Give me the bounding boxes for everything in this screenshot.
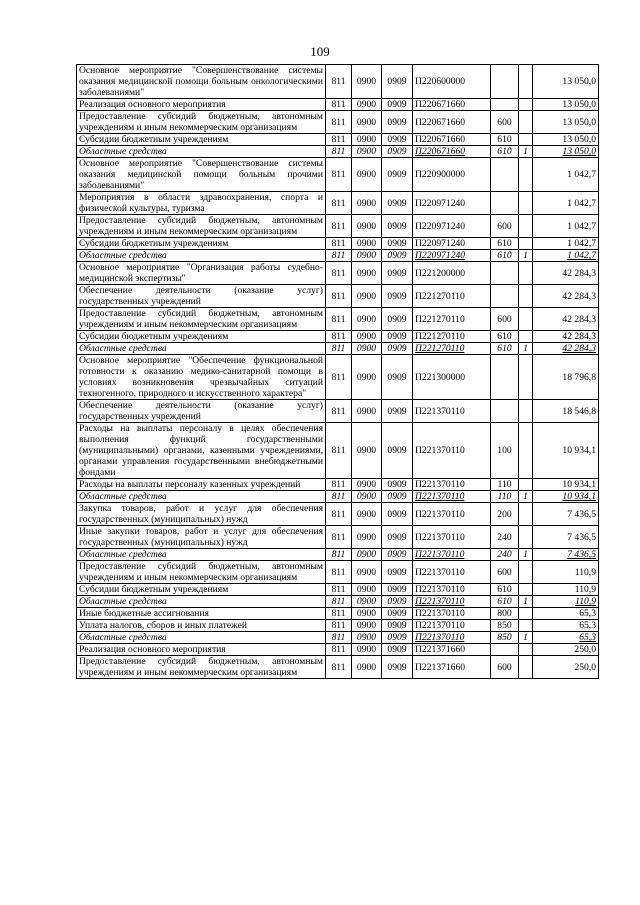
section-code: 0900 xyxy=(352,549,382,561)
funding-source xyxy=(519,215,533,238)
amount: 110,9 xyxy=(533,584,599,596)
expense-type-code: 600 xyxy=(491,656,519,679)
budget-table-body xyxy=(77,65,599,679)
funding-source: 1 xyxy=(519,549,533,561)
budget-table xyxy=(76,64,599,679)
ministry-code: 811 xyxy=(326,596,352,608)
subsection-code: 0909 xyxy=(382,549,413,561)
ministry-code: 811 xyxy=(326,331,352,343)
amount: 42 284,3 xyxy=(533,308,599,331)
expense-type-code: 610 xyxy=(491,584,519,596)
section-code: 0900 xyxy=(352,134,382,146)
section-code: 0900 xyxy=(352,526,382,549)
section-code: 0900 xyxy=(352,262,382,285)
subsection-code: 0909 xyxy=(382,644,413,656)
amount: 1 042,7 xyxy=(533,192,599,215)
subsection-code: 0909 xyxy=(382,111,413,134)
amount: 250,0 xyxy=(533,656,599,679)
target-article-code: П221370110 xyxy=(413,549,491,561)
ministry-code: 811 xyxy=(326,423,352,479)
amount: 42 284,3 xyxy=(533,285,599,308)
table-row xyxy=(77,561,599,584)
row-name: Предоставление субсидий бюджетным, автономным учреждениям и иным некоммерческим организациям xyxy=(77,308,326,331)
amount: 13 050,0 xyxy=(533,134,599,146)
subsection-code: 0909 xyxy=(382,99,413,111)
row-name: Реализация основного мероприятия xyxy=(77,99,326,111)
expense-type-code: 610 xyxy=(491,134,519,146)
table-row xyxy=(77,146,599,158)
subsection-code: 0909 xyxy=(382,262,413,285)
row-name: Субсидии бюджетным учреждениям xyxy=(77,134,326,146)
ministry-code: 811 xyxy=(326,656,352,679)
page-number: 109 xyxy=(310,44,330,59)
expense-type-code xyxy=(491,285,519,308)
section-code: 0900 xyxy=(352,423,382,479)
funding-source xyxy=(519,192,533,215)
subsection-code: 0909 xyxy=(382,561,413,584)
table-row xyxy=(77,644,599,656)
amount: 1 042,7 xyxy=(533,215,599,238)
table-row xyxy=(77,65,599,99)
table-row xyxy=(77,632,599,644)
ministry-code: 811 xyxy=(326,192,352,215)
funding-source xyxy=(519,526,533,549)
target-article-code: П221270110 xyxy=(413,331,491,343)
funding-source xyxy=(519,608,533,620)
subsection-code: 0909 xyxy=(382,608,413,620)
row-name: Закупка товаров, работ и услуг для обеспечения государственных (муниципальных) нужд xyxy=(77,503,326,526)
target-article-code: П221270110 xyxy=(413,285,491,308)
expense-type-code: 110 xyxy=(491,491,519,503)
row-name: Уплата налогов, сборов и иных платежей xyxy=(77,620,326,632)
target-article-code: П221370110 xyxy=(413,620,491,632)
table-row xyxy=(77,620,599,632)
funding-source xyxy=(519,644,533,656)
subsection-code: 0909 xyxy=(382,146,413,158)
ministry-code: 811 xyxy=(326,65,352,99)
table-row xyxy=(77,331,599,343)
funding-source xyxy=(519,158,533,192)
ministry-code: 811 xyxy=(326,584,352,596)
target-article-code: П220600000 xyxy=(413,65,491,99)
subsection-code: 0909 xyxy=(382,215,413,238)
target-article-code: П221370110 xyxy=(413,423,491,479)
target-article-code: П221370110 xyxy=(413,584,491,596)
expense-type-code: 100 xyxy=(491,423,519,479)
funding-source xyxy=(519,479,533,491)
target-article-code: П221300000 xyxy=(413,355,491,400)
amount: 1 042,7 xyxy=(533,238,599,250)
expense-type-code: 610 xyxy=(491,250,519,262)
section-code: 0900 xyxy=(352,644,382,656)
target-article-code: П221200000 xyxy=(413,262,491,285)
section-code: 0900 xyxy=(352,343,382,355)
section-code: 0900 xyxy=(352,620,382,632)
section-code: 0900 xyxy=(352,65,382,99)
table-row xyxy=(77,262,599,285)
subsection-code: 0909 xyxy=(382,632,413,644)
ministry-code: 811 xyxy=(326,99,352,111)
target-article-code: П221370110 xyxy=(413,526,491,549)
table-row xyxy=(77,423,599,479)
table-row xyxy=(77,111,599,134)
section-code: 0900 xyxy=(352,491,382,503)
subsection-code: 0909 xyxy=(382,192,413,215)
table-row xyxy=(77,99,599,111)
target-article-code: П221370110 xyxy=(413,632,491,644)
target-article-code: П221371660 xyxy=(413,644,491,656)
table-row xyxy=(77,308,599,331)
subsection-code: 0909 xyxy=(382,584,413,596)
row-name: Предоставление субсидий бюджетным, автономным учреждениям и иным некоммерческим организациям xyxy=(77,111,326,134)
subsection-code: 0909 xyxy=(382,423,413,479)
target-article-code: П221370110 xyxy=(413,503,491,526)
section-code: 0900 xyxy=(352,503,382,526)
target-article-code: П221370110 xyxy=(413,561,491,584)
subsection-code: 0909 xyxy=(382,343,413,355)
subsection-code: 0909 xyxy=(382,158,413,192)
subsection-code: 0909 xyxy=(382,656,413,679)
subsection-code: 0909 xyxy=(382,331,413,343)
expense-type-code: 610 xyxy=(491,596,519,608)
target-article-code: П220971240 xyxy=(413,215,491,238)
amount: 13 050,0 xyxy=(533,111,599,134)
row-name: Иные закупки товаров, работ и услуг для обеспечения государственных (муниципальных) нужд xyxy=(77,526,326,549)
ministry-code: 811 xyxy=(326,400,352,423)
row-name: Основное мероприятие "Обеспечение функциональной готовности к оказанию медико-санитарной помощи в условиях возникновения чрезвычайных ситуаций техногенного, природного и искусственного характера" xyxy=(77,355,326,400)
expense-type-code: 200 xyxy=(491,503,519,526)
section-code: 0900 xyxy=(352,285,382,308)
table-row xyxy=(77,549,599,561)
ministry-code: 811 xyxy=(326,479,352,491)
funding-source xyxy=(519,620,533,632)
ministry-code: 811 xyxy=(326,491,352,503)
expense-type-code xyxy=(491,262,519,285)
expense-type-code xyxy=(491,400,519,423)
funding-source: 1 xyxy=(519,596,533,608)
funding-source xyxy=(519,238,533,250)
subsection-code: 0909 xyxy=(382,355,413,400)
ministry-code: 811 xyxy=(326,644,352,656)
ministry-code: 811 xyxy=(326,238,352,250)
expense-type-code: 600 xyxy=(491,561,519,584)
funding-source xyxy=(519,423,533,479)
section-code: 0900 xyxy=(352,215,382,238)
amount: 65,3 xyxy=(533,620,599,632)
funding-source xyxy=(519,331,533,343)
amount: 10 934,1 xyxy=(533,423,599,479)
subsection-code: 0909 xyxy=(382,65,413,99)
subsection-code: 0909 xyxy=(382,479,413,491)
row-name: Областные средства xyxy=(77,146,326,158)
table-row xyxy=(77,343,599,355)
row-name: Расходы на выплаты персоналу в целях обеспечения выполнения функций государственными (муниципальными) органами, казенными учреждениями, органами управления государственными внебюджетными фондами xyxy=(77,423,326,479)
amount: 110,9 xyxy=(533,596,599,608)
row-name: Основное мероприятие "Совершенствование системы оказания медицинской помощи больным прочими заболеваниями" xyxy=(77,158,326,192)
target-article-code: П221270110 xyxy=(413,308,491,331)
table-row xyxy=(77,584,599,596)
expense-type-code: 110 xyxy=(491,479,519,491)
amount: 10 934,1 xyxy=(533,479,599,491)
amount: 1 042,7 xyxy=(533,158,599,192)
table-row xyxy=(77,238,599,250)
target-article-code: П221370110 xyxy=(413,491,491,503)
amount: 7 436,5 xyxy=(533,549,599,561)
funding-source xyxy=(519,656,533,679)
section-code: 0900 xyxy=(352,331,382,343)
row-name: Предоставление субсидий бюджетным, автономным учреждениям и иным некоммерческим организациям xyxy=(77,215,326,238)
subsection-code: 0909 xyxy=(382,238,413,250)
amount: 18 796,8 xyxy=(533,355,599,400)
section-code: 0900 xyxy=(352,146,382,158)
ministry-code: 811 xyxy=(326,285,352,308)
row-name: Основное мероприятие "Организация работы судебно-медицинской экспертизы" xyxy=(77,262,326,285)
ministry-code: 811 xyxy=(326,158,352,192)
ministry-code: 811 xyxy=(326,608,352,620)
ministry-code: 811 xyxy=(326,632,352,644)
table-row xyxy=(77,656,599,679)
ministry-code: 811 xyxy=(326,561,352,584)
expense-type-code xyxy=(491,355,519,400)
subsection-code: 0909 xyxy=(382,620,413,632)
amount: 42 284,3 xyxy=(533,331,599,343)
section-code: 0900 xyxy=(352,561,382,584)
funding-source xyxy=(519,355,533,400)
amount: 13 050,0 xyxy=(533,99,599,111)
amount: 42 284,3 xyxy=(533,343,599,355)
row-name: Предоставление субсидий бюджетным, автономным учреждениям и иным некоммерческим организациям xyxy=(77,656,326,679)
amount: 13 050,0 xyxy=(533,65,599,99)
expense-type-code: 850 xyxy=(491,632,519,644)
section-code: 0900 xyxy=(352,99,382,111)
funding-source xyxy=(519,584,533,596)
row-name: Областные средства xyxy=(77,549,326,561)
amount: 42 284,3 xyxy=(533,262,599,285)
funding-source: 1 xyxy=(519,146,533,158)
subsection-code: 0909 xyxy=(382,491,413,503)
target-article-code: П220971240 xyxy=(413,238,491,250)
funding-source xyxy=(519,99,533,111)
funding-source: 1 xyxy=(519,250,533,262)
section-code: 0900 xyxy=(352,632,382,644)
expense-type-code: 850 xyxy=(491,620,519,632)
target-article-code: П221370110 xyxy=(413,400,491,423)
section-code: 0900 xyxy=(352,584,382,596)
ministry-code: 811 xyxy=(326,262,352,285)
ministry-code: 811 xyxy=(326,215,352,238)
table-row xyxy=(77,526,599,549)
section-code: 0900 xyxy=(352,656,382,679)
table-row xyxy=(77,355,599,400)
subsection-code: 0909 xyxy=(382,400,413,423)
row-name: Субсидии бюджетным учреждениям xyxy=(77,584,326,596)
expense-type-code: 600 xyxy=(491,215,519,238)
row-name: Обеспечение деятельности (оказание услуг) государственных учреждений xyxy=(77,400,326,423)
target-article-code: П220971240 xyxy=(413,250,491,262)
funding-source xyxy=(519,111,533,134)
subsection-code: 0909 xyxy=(382,308,413,331)
table-row xyxy=(77,400,599,423)
row-name: Обеспечение деятельности (оказание услуг) государственных учреждений xyxy=(77,285,326,308)
target-article-code: П221370110 xyxy=(413,479,491,491)
table-row xyxy=(77,596,599,608)
ministry-code: 811 xyxy=(326,526,352,549)
section-code: 0900 xyxy=(352,479,382,491)
row-name: Субсидии бюджетным учреждениям xyxy=(77,238,326,250)
subsection-code: 0909 xyxy=(382,285,413,308)
expense-type-code xyxy=(491,192,519,215)
amount: 7 436,5 xyxy=(533,526,599,549)
expense-type-code: 600 xyxy=(491,111,519,134)
subsection-code: 0909 xyxy=(382,596,413,608)
row-name: Мероприятия в области здравоохранения, спорта и физической культуры, туризма xyxy=(77,192,326,215)
row-name: Областные средства xyxy=(77,632,326,644)
section-code: 0900 xyxy=(352,596,382,608)
target-article-code: П221270110 xyxy=(413,343,491,355)
amount: 250,0 xyxy=(533,644,599,656)
ministry-code: 811 xyxy=(326,250,352,262)
target-article-code: П221370110 xyxy=(413,596,491,608)
expense-type-code xyxy=(491,65,519,99)
funding-source xyxy=(519,262,533,285)
expense-type-code xyxy=(491,644,519,656)
target-article-code: П220671660 xyxy=(413,99,491,111)
ministry-code: 811 xyxy=(326,111,352,134)
amount: 18 546,8 xyxy=(533,400,599,423)
section-code: 0900 xyxy=(352,238,382,250)
table-row xyxy=(77,134,599,146)
expense-type-code: 610 xyxy=(491,146,519,158)
target-article-code: П221371660 xyxy=(413,656,491,679)
funding-source: 1 xyxy=(519,491,533,503)
section-code: 0900 xyxy=(352,608,382,620)
target-article-code: П220671660 xyxy=(413,134,491,146)
subsection-code: 0909 xyxy=(382,250,413,262)
funding-source: 1 xyxy=(519,632,533,644)
target-article-code: П220971240 xyxy=(413,192,491,215)
amount: 10 934,1 xyxy=(533,491,599,503)
ministry-code: 811 xyxy=(326,549,352,561)
target-article-code: П221370110 xyxy=(413,608,491,620)
ministry-code: 811 xyxy=(326,355,352,400)
target-article-code: П220671660 xyxy=(413,146,491,158)
subsection-code: 0909 xyxy=(382,526,413,549)
row-name: Областные средства xyxy=(77,250,326,262)
amount: 1 042,7 xyxy=(533,250,599,262)
table-row xyxy=(77,215,599,238)
table-row xyxy=(77,250,599,262)
ministry-code: 811 xyxy=(326,134,352,146)
funding-source xyxy=(519,134,533,146)
subsection-code: 0909 xyxy=(382,134,413,146)
expense-type-code xyxy=(491,158,519,192)
amount: 7 436,5 xyxy=(533,503,599,526)
table-row xyxy=(77,503,599,526)
section-code: 0900 xyxy=(352,111,382,134)
row-name: Областные средства xyxy=(77,343,326,355)
table-row xyxy=(77,192,599,215)
section-code: 0900 xyxy=(352,158,382,192)
table-row xyxy=(77,491,599,503)
row-name: Предоставление субсидий бюджетным, автономным учреждениям и иным некоммерческим организациям xyxy=(77,561,326,584)
subsection-code: 0909 xyxy=(382,503,413,526)
funding-source xyxy=(519,65,533,99)
expense-type-code: 240 xyxy=(491,549,519,561)
table-row xyxy=(77,285,599,308)
section-code: 0900 xyxy=(352,308,382,331)
funding-source xyxy=(519,285,533,308)
amount: 65,3 xyxy=(533,632,599,644)
funding-source xyxy=(519,561,533,584)
expense-type-code xyxy=(491,99,519,111)
row-name: Областные средства xyxy=(77,596,326,608)
expense-type-code: 240 xyxy=(491,526,519,549)
section-code: 0900 xyxy=(352,250,382,262)
funding-source xyxy=(519,503,533,526)
target-article-code: П220900000 xyxy=(413,158,491,192)
funding-source xyxy=(519,308,533,331)
row-name: Основное мероприятие "Совершенствование системы оказания медицинской помощи больным онкологическими заболеваниями" xyxy=(77,65,326,99)
ministry-code: 811 xyxy=(326,146,352,158)
table-row xyxy=(77,158,599,192)
expense-type-code: 610 xyxy=(491,238,519,250)
section-code: 0900 xyxy=(352,355,382,400)
amount: 110,9 xyxy=(533,561,599,584)
ministry-code: 811 xyxy=(326,620,352,632)
funding-source xyxy=(519,400,533,423)
row-name: Областные средства xyxy=(77,491,326,503)
row-name: Расходы на выплаты персоналу казенных учреждений xyxy=(77,479,326,491)
ministry-code: 811 xyxy=(326,308,352,331)
expense-type-code: 610 xyxy=(491,331,519,343)
section-code: 0900 xyxy=(352,400,382,423)
ministry-code: 811 xyxy=(326,343,352,355)
expense-type-code: 600 xyxy=(491,308,519,331)
table-row xyxy=(77,479,599,491)
expense-type-code: 610 xyxy=(491,343,519,355)
expense-type-code: 800 xyxy=(491,608,519,620)
table-row xyxy=(77,608,599,620)
row-name: Иные бюджетные ассигнования xyxy=(77,608,326,620)
target-article-code: П220671660 xyxy=(413,111,491,134)
amount: 13 050,0 xyxy=(533,146,599,158)
amount: 65,3 xyxy=(533,608,599,620)
row-name: Реализация основного мероприятия xyxy=(77,644,326,656)
funding-source: 1 xyxy=(519,343,533,355)
ministry-code: 811 xyxy=(326,503,352,526)
row-name: Субсидии бюджетным учреждениям xyxy=(77,331,326,343)
section-code: 0900 xyxy=(352,192,382,215)
